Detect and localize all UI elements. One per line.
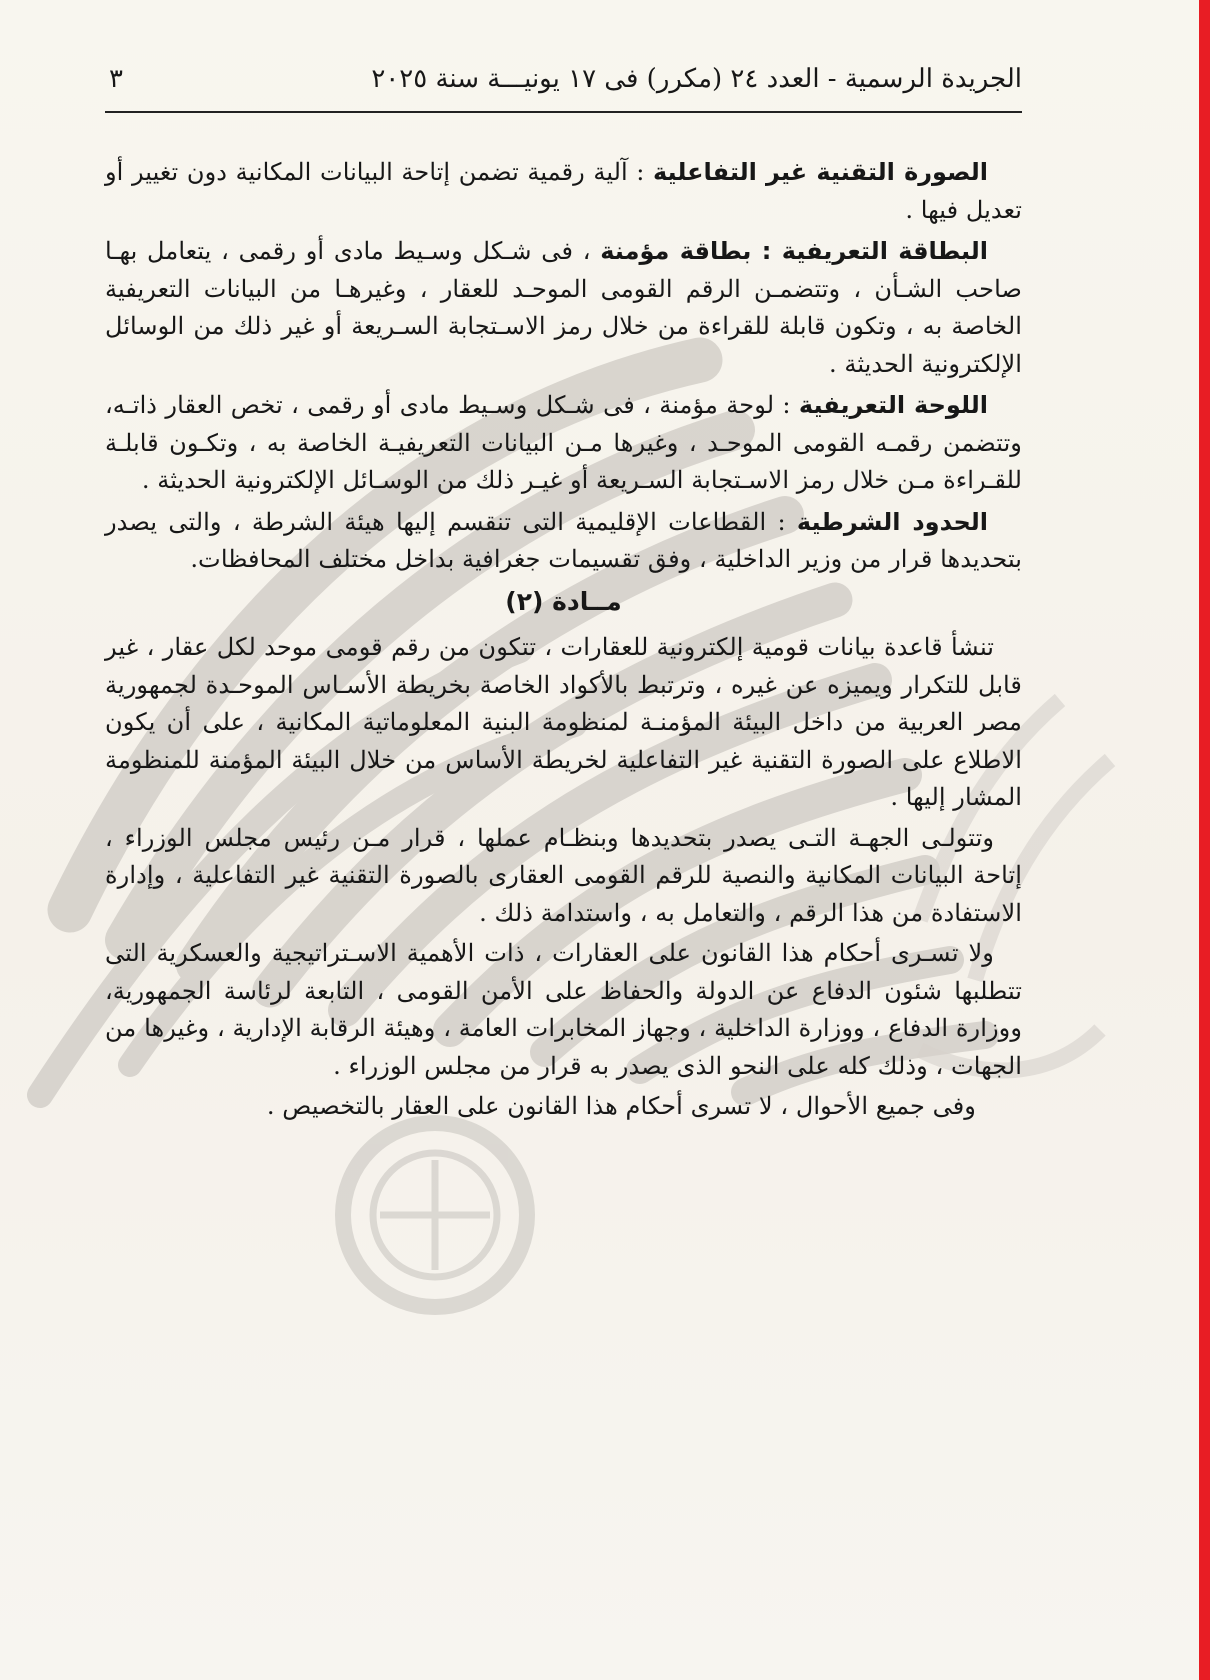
article-paragraph: وفى جميع الأحوال ، لا تسرى أحكام هذا القانون على العقار بالتخصيص . bbox=[266, 1092, 976, 1121]
article-paragraph: وتتولـى الجهـة التـى يصدر بتحديدها وبنظـام عملها ، قرار مـن رئيس مجلس الوزراء ، إتاحة البيانات المكانية والنصية للرقم القومى العقارى بالصورة التقنية غير التفاعلية ، وإدارة الاستفادة من هذا الرقم ، والتعامل به ، واستدامة ذلك . bbox=[105, 823, 1022, 927]
definition-id-plate bbox=[105, 387, 1022, 500]
definition-term: اللوحة التعريفية bbox=[798, 391, 988, 419]
article-paragraph: ولا تسـرى أحكام هذا القانون على العقارات ، ذات الأهمية الاسـتراتيجية والعسكرية التى تتطلبها شئون الدفاع عن الدولة والحفاظ على الأمن القومى ، التابعة لرئاسة الجمهورية، ووزارة الدفاع ، ووزارة الداخلية ، وجهاز المخابرات العامة ، وهيئة الرقابة الإدارية ، وغيرها من الجهات ، وذلك كله على النحو الذى يصدر به قرار من مجلس الوزراء . bbox=[105, 939, 1022, 1080]
definition-text: : القطاعات الإقليمية التى تنقسم إليها هيئة الشرطة ، والتى يصدر بتحديدها قرار من وزير الداخلية ، وفق تقسيمات جغرافية بداخل مختلف المحافظات. bbox=[105, 507, 1022, 573]
header-divider bbox=[105, 111, 1022, 113]
definition-technical-image bbox=[105, 154, 1022, 229]
gazette-title: الجريدة الرسمية - العدد ٢٤ (مكرر) فى ١٧ يونيـــة سنة ٢٠٢٥ bbox=[371, 64, 1022, 94]
article-paragraph: تنشأ قاعدة بيانات قومية إلكترونية للعقارات ، تتكون من رقم قومى موحد لكل عقار ، غير قابل للتكرار ويميزه عن غيره ، وترتبط بالأكواد الخاصة بخريطة الأسـاس الموحـدة لجمهورية مصر العربية من داخل البيئة المؤمنـة لمنظومة البنية المعلوماتية المكانية ، على أن يكون الاطلاع على الصورة التقنية غير التفاعلية لخريطة الأساس من خلال البيئة المؤمنة للمنظومة المشار إليها . bbox=[105, 633, 1022, 812]
gazette-header bbox=[105, 58, 1022, 100]
article-heading: مــادة (٢) bbox=[505, 586, 622, 616]
definition-police-boundaries bbox=[105, 504, 1022, 579]
red-edge-border bbox=[1199, 0, 1210, 1680]
definition-term: الصورة التقنية غير التفاعلية bbox=[652, 158, 988, 186]
page-number: ٣ bbox=[109, 64, 123, 94]
definition-term: الحدود الشرطية bbox=[796, 507, 989, 536]
definition-text: ، فى شـكل وسـيط مادى أو رقمى ، يتعامل بهـا صاحب الشـأن ، وتتضمـن الرقم القومى الموحـد للعقار ، وغيرهـا من البيانات التعريفية الخاصة به ، وتكون قابلة للقراءة من خلال رمز الاسـتجابة السـريعة أو غير ذلك من الوسائل الإلكترونية الحديثة . bbox=[105, 237, 1022, 378]
definition-text: : لوحة مؤمنة ، فى شـكل وسـيط مادى أو رقمى ، تخص العقار ذاتـه، وتتضمن رقمـه القومى الموحـد ، وغيرها مـن البيانات التعريفيـة الخاصة به ، وتكـون قابلـة للقـراءة مـن خلال رمز الاسـتجابة السـريعة أو غيـر ذلك من الوسـائل الإلكترونية الحديثة . bbox=[105, 391, 1022, 494]
definition-text: : آلية رقمية تضمن إتاحة البيانات المكانية دون تغيير أو تعديل فيها . bbox=[105, 158, 1022, 224]
document-body bbox=[105, 154, 1022, 1594]
definition-id-card bbox=[105, 233, 1022, 383]
definition-term: البطاقة التعريفية : بطاقة مؤمنة bbox=[600, 237, 988, 265]
